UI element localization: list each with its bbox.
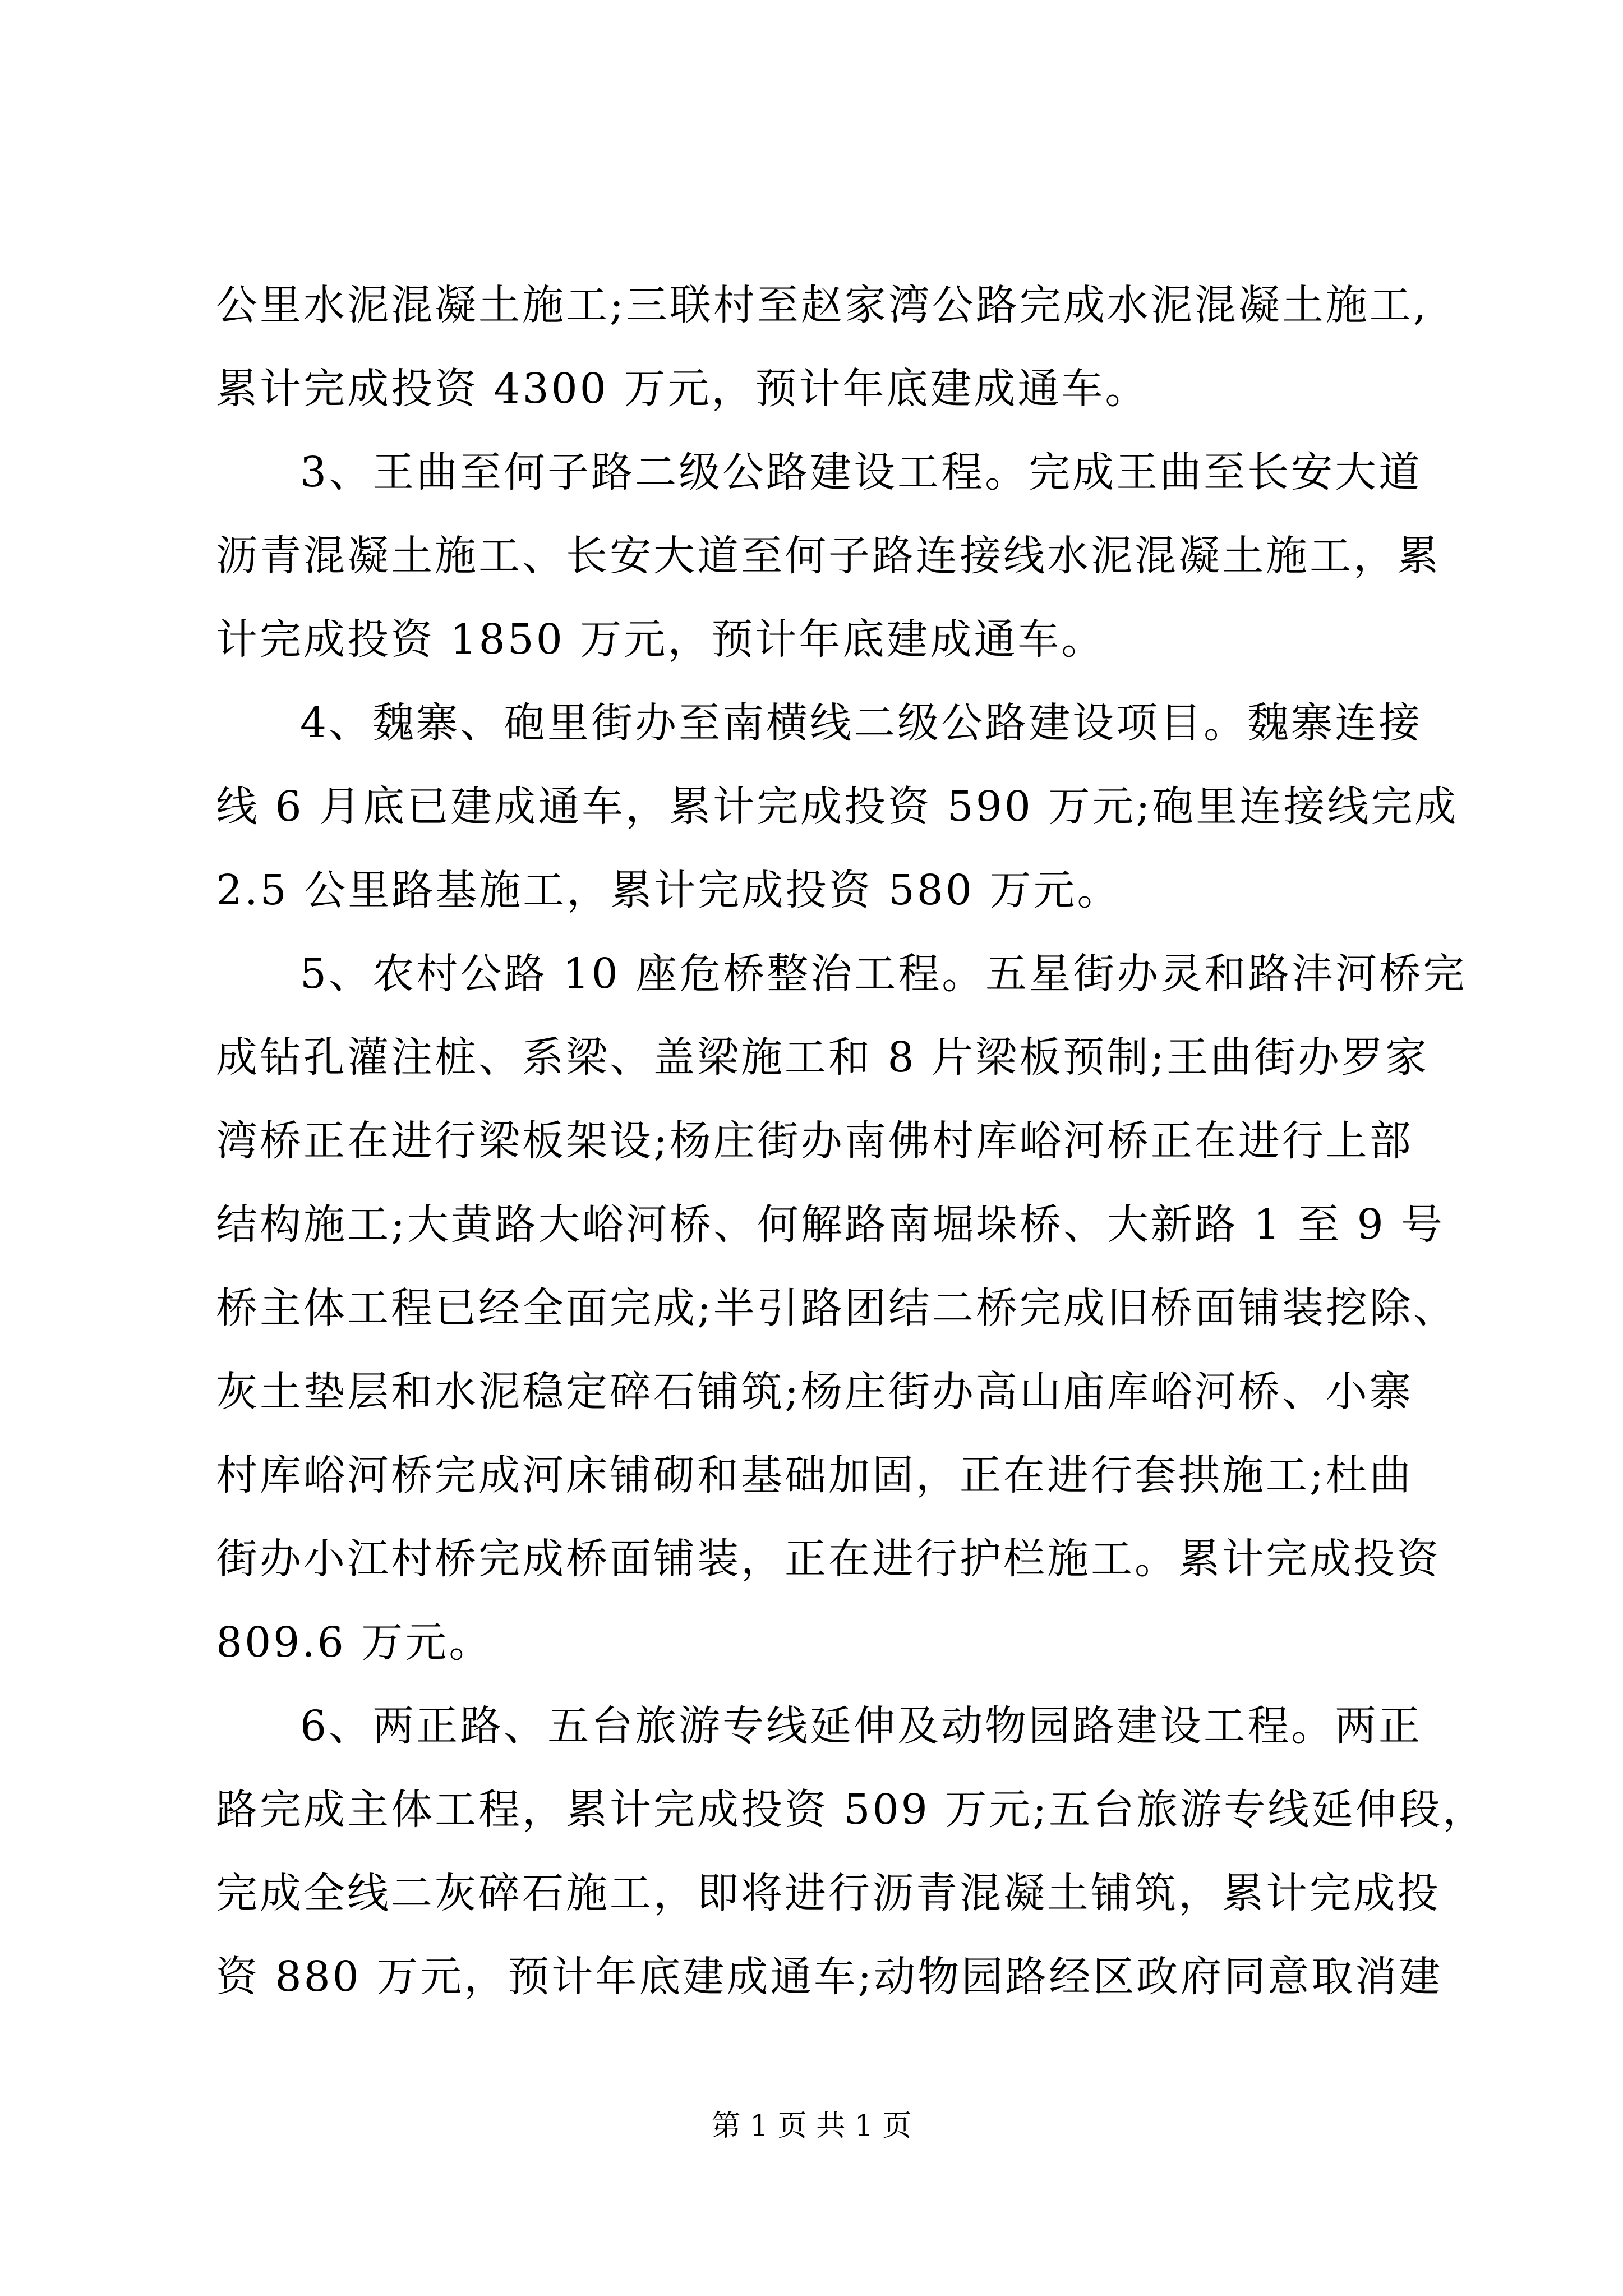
text-line: 灰土垫层和水泥稳定碎石铺筑;杨庄街办高山庙库峪河桥、小寨 [216,1368,1413,1416]
text-line: 街办小江村桥完成桥面铺装，正在进行护栏施工。累计完成投资 [216,1535,1441,1583]
text-line: 公里水泥混凝土施工;三联村至赵家湾公路完成水泥混凝土施工, [216,281,1429,329]
text-line: 完成全线二灰碎石施工，即将进行沥青混凝土铺筑，累计完成投 [216,1869,1441,1917]
text-line: 结构施工;大黄路大峪河桥、何解路南堀垛桥、大新路 1 至 9 号 [216,1200,1445,1249]
text-line: 线 6 月底已建成通车，累计完成投资 590 万元;砲里连接线完成 [216,783,1459,831]
text-line: 桥主体工程已经全面完成;半引路团结二桥完成旧桥面铺装挖除、 [216,1284,1457,1332]
text-line: 路完成主体工程，累计完成投资 509 万元;五台旅游专线延伸段， [216,1786,1487,1834]
text-line: 成钻孔灌注桩、系梁、盖梁施工和 8 片梁板预制;王曲街办罗家 [216,1033,1430,1082]
paragraph-start-3: 3、王曲至何子路二级公路建设工程。完成王曲至长安大道 [300,448,1423,496]
text-line: 资 880 万元，预计年底建成通车;动物园路经区政府同意取消建 [216,1953,1443,2001]
text-line: 村库峪河桥完成河床铺砌和基础加固，正在进行套拱施工;杜曲 [216,1451,1413,1499]
document-body [216,264,1487,2019]
text-line: 计完成投资 1850 万元，预计年底建成通车。 [216,615,1105,664]
text-line: 809.6 万元。 [216,1618,493,1667]
page-footer: 第 1 页 共 1 页 [711,2109,912,2143]
paragraph-start-6: 6、两正路、五台旅游专线延伸及动物园路建设工程。两正 [300,1702,1423,1750]
text-line: 累计完成投资 4300 万元，预计年底建成通车。 [216,365,1149,413]
paragraph-start-5: 5、农村公路 10 座危桥整治工程。五星街办灵和路沣河桥完 [300,950,1467,998]
text-line: 沥青混凝土施工、长安大道至何子路连接线水泥混凝土施工，累 [216,532,1441,580]
text-line: 2.5 公里路基施工，累计完成投资 580 万元。 [216,866,1121,914]
text-line: 湾桥正在进行梁板架设;杨庄街办南佛村库峪河桥正在进行上部 [216,1117,1413,1165]
paragraph-start-4: 4、魏寨、砲里街办至南横线二级公路建设项目。魏寨连接 [300,699,1423,747]
